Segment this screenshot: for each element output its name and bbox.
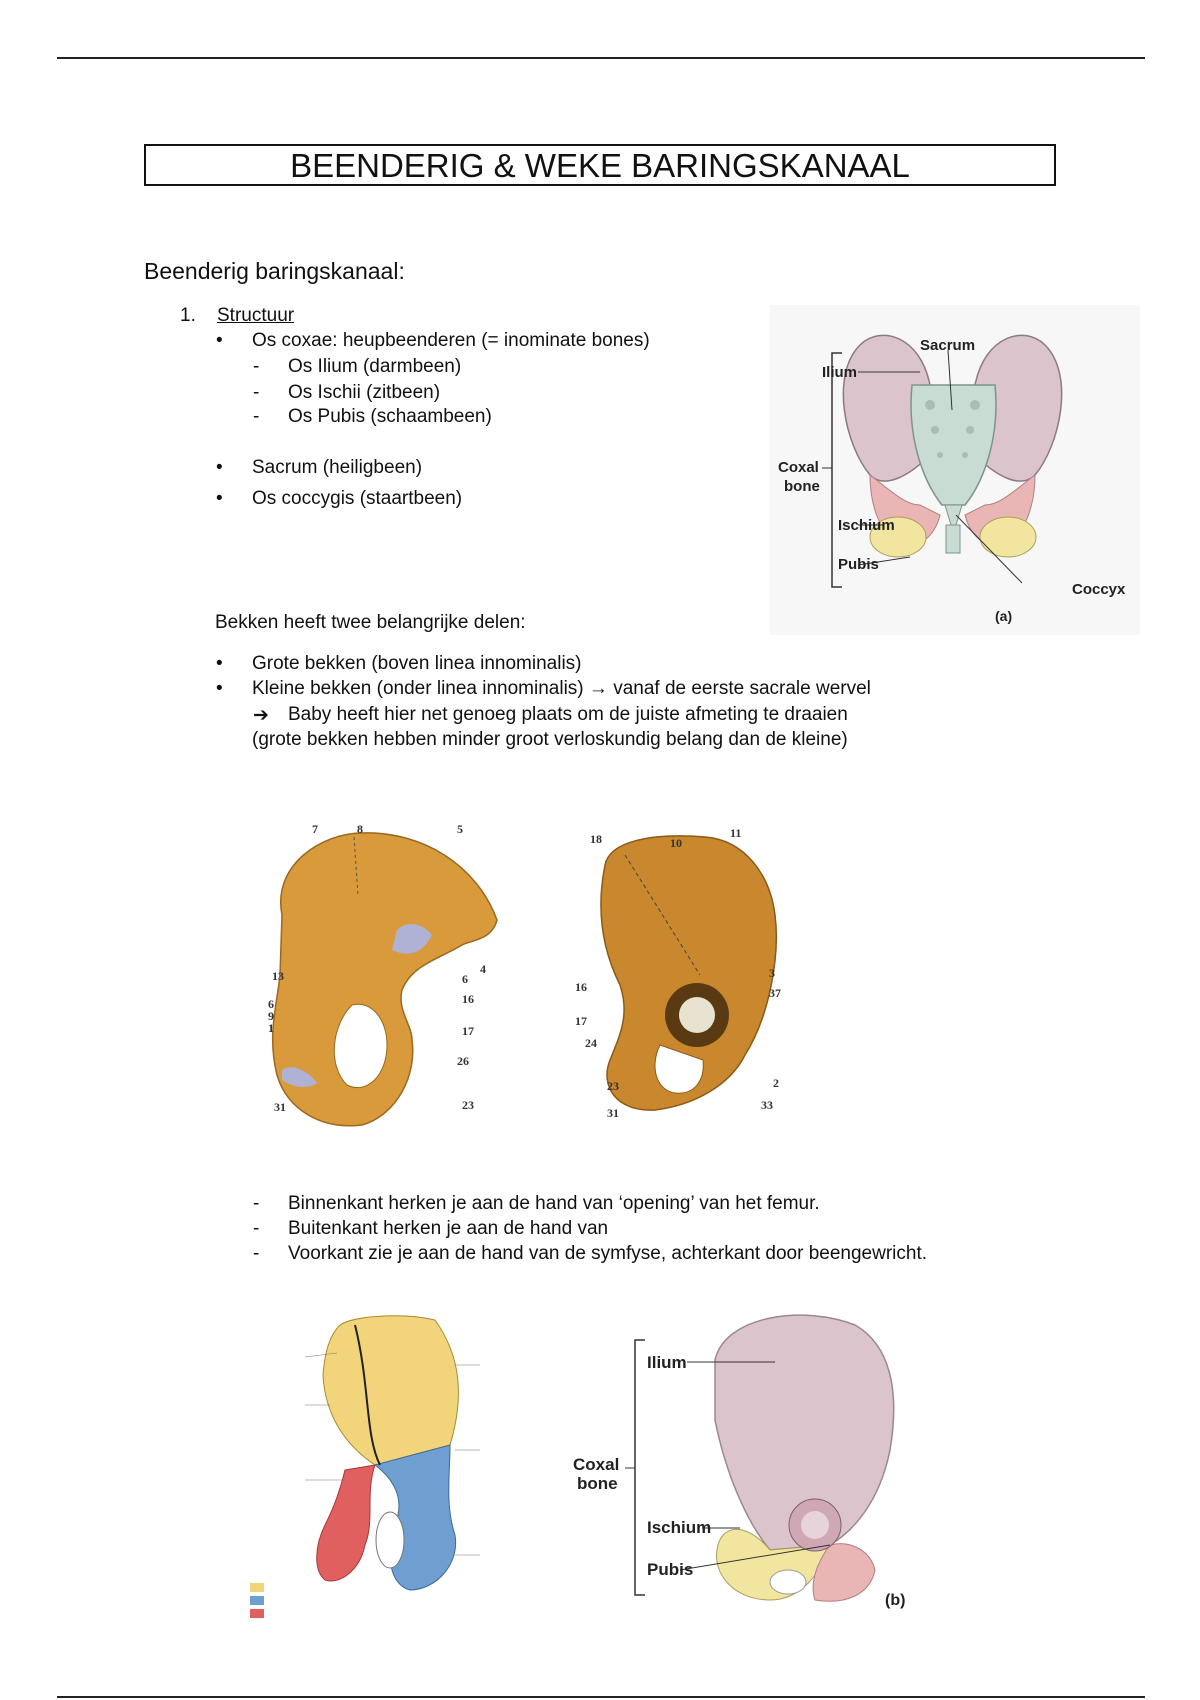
sub-item-ilium: Os Ilium (darmbeen) — [288, 356, 462, 377]
legend-swatch-ilium — [250, 1583, 264, 1592]
hip-num: 5 — [457, 825, 463, 836]
ilium-region — [323, 1316, 458, 1465]
hip-num: 16 — [462, 992, 474, 1006]
legend-swatch-ischium — [250, 1596, 264, 1605]
label-bone: bone — [577, 1474, 618, 1493]
legend-swatch-pubis — [250, 1609, 264, 1618]
label-ilium: Ilium — [647, 1353, 687, 1372]
bullet: • — [216, 457, 223, 478]
bullet: • — [216, 488, 223, 509]
label-sacrum: Sacrum — [920, 337, 976, 354]
voorkant-item: Voorkant zie je aan de hand van de symfyse, achterkant door beengewricht. — [288, 1243, 928, 1264]
hip-num: 16 — [575, 980, 587, 994]
sacrum-item: Sacrum (heiligbeen) — [252, 457, 423, 478]
hip-num: 11 — [730, 826, 742, 840]
bullet: • — [216, 678, 223, 699]
hip-num: 7 — [312, 825, 318, 836]
label-coxal: Coxal — [778, 459, 819, 476]
hip-num: 9 — [268, 1009, 274, 1023]
structure-heading: Structuur — [217, 305, 295, 326]
hip-num: 31 — [274, 1100, 286, 1114]
bullet: • — [216, 653, 223, 674]
caption-a: (a) — [995, 608, 1013, 624]
label-ischium: Ischium — [647, 1518, 712, 1537]
hip-num: 6 — [462, 972, 468, 986]
dash: - — [253, 382, 260, 403]
arrow-icon: ➔ — [253, 705, 269, 726]
hip-num: 31 — [607, 1106, 619, 1120]
hip-num: 26 — [457, 1054, 469, 1068]
section-heading: Beenderig baringskanaal: — [144, 258, 405, 284]
dash: - — [253, 1243, 260, 1264]
hip-num: 24 — [585, 1036, 597, 1050]
dash: - — [253, 1218, 260, 1239]
kleine-bekken-item: Kleine bekken (onder linea innominalis) → vanaf de eerste sacrale wervel — [252, 678, 871, 699]
hip-num: 4 — [480, 962, 486, 976]
hip-num: 18 — [590, 832, 602, 846]
hip-num: 17 — [575, 1014, 587, 1028]
hip-num: 37 — [769, 986, 781, 1000]
hip-bone-photo-left — [262, 825, 512, 1135]
hip-num: 17 — [462, 1024, 474, 1038]
hip-num: 13 — [272, 969, 284, 983]
right-pubis — [980, 517, 1036, 557]
hip-num: 8 — [357, 825, 363, 836]
hip-num: 33 — [761, 1098, 773, 1112]
coccygis-item: Os coccygis (staartbeen) — [252, 488, 463, 509]
pubis-region — [317, 1465, 375, 1581]
dash: - — [253, 406, 260, 427]
list-number: 1. — [180, 305, 196, 326]
hip-num: 2 — [773, 1076, 779, 1090]
hip-num: 6 — [268, 997, 274, 1011]
bullet: • — [216, 330, 223, 351]
dash: - — [253, 356, 260, 377]
hip-num: 1 — [268, 1021, 274, 1035]
caption-b: (b) — [885, 1592, 906, 1609]
dash: - — [253, 1193, 260, 1214]
pelvis-intro: Bekken heeft twee belangrijke delen: — [215, 612, 526, 633]
label-pubis: Pubis — [647, 1560, 694, 1579]
hip-bone-colored-diagram — [245, 1305, 535, 1630]
hip-num: 23 — [462, 1098, 474, 1112]
page-title: BEENDERIG & WEKE BARINGSKANAAL — [144, 144, 1056, 186]
baby-note: Baby heeft hier net genoeg plaats om de juiste afmeting te draaien — [288, 704, 848, 725]
grote-bekken-note: (grote bekken hebben minder groot verloskundig belang dan de kleine) — [252, 729, 848, 750]
buitenkant-item: Buitenkant herken je aan de hand van — [288, 1218, 609, 1239]
label-coxal: Coxal — [573, 1455, 620, 1474]
grote-bekken-item: Grote bekken (boven linea innominalis) — [252, 653, 582, 674]
pelvis-diagram-a — [770, 305, 1140, 635]
sub-item-ischii: Os Ischii (zitbeen) — [288, 382, 441, 403]
label-bone: bone — [784, 478, 820, 495]
hip-bone-photo-right — [565, 825, 795, 1125]
bottom-rule — [57, 1696, 1145, 1698]
os-coxae-item: Os coxae: heupbeenderen (= inominate bones) — [252, 330, 650, 351]
label-coccyx: Coccyx — [1072, 581, 1126, 598]
label-ilium: Ilium — [822, 364, 858, 381]
label-pubis: Pubis — [838, 556, 879, 573]
hip-num: 23 — [607, 1079, 619, 1093]
label-ischium: Ischium — [838, 517, 895, 534]
binnenkant-item: Binnenkant herken je aan de hand van ‘opening’ van het femur. — [288, 1193, 820, 1214]
top-rule — [57, 57, 1145, 59]
hip-num: 3 — [769, 966, 775, 980]
pelvis-diagram-b — [565, 1300, 935, 1635]
sub-item-pubis: Os Pubis (schaambeen) — [288, 406, 492, 427]
hip-num: 10 — [670, 836, 682, 850]
